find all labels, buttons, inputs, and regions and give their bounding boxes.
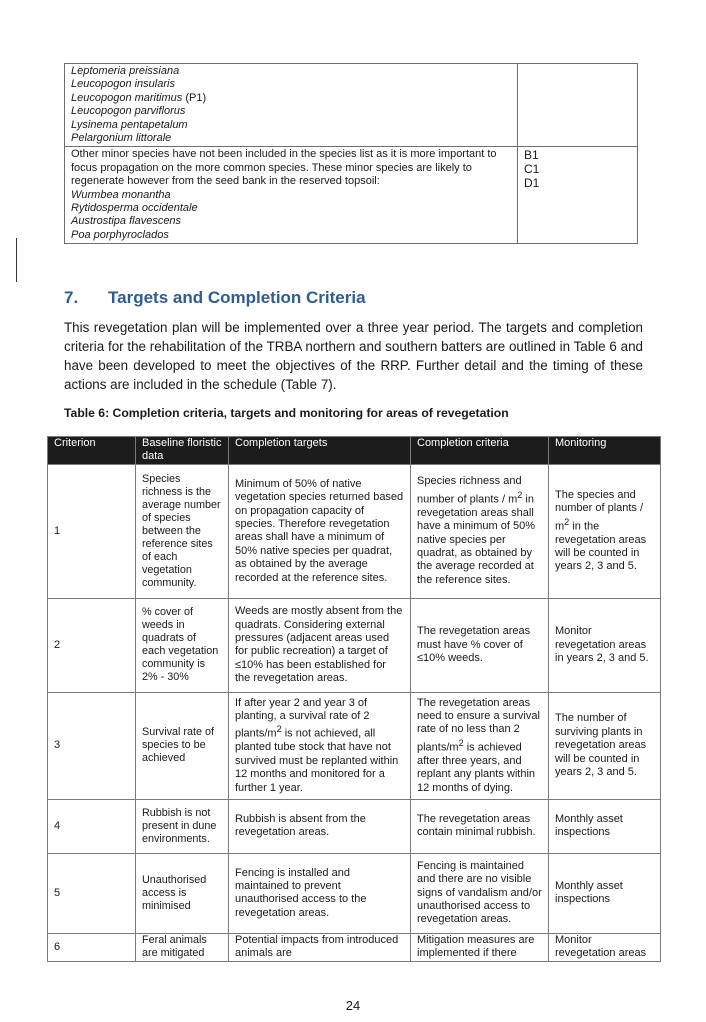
- criteria-cell: The revegetation areas need to ensure a survival rate of no less than 2 plants/$m^2$ is achieved after three years, and replant any plants within 12 months of dying.: [411, 692, 549, 799]
- species-name: Wurmbea monantha: [71, 188, 171, 201]
- baseline-cell: Survival rate of species to be achieved: [136, 692, 229, 799]
- column-header: Criterion: [48, 437, 136, 465]
- criterion-cell: 1: [48, 464, 136, 598]
- baseline-cell: Feral animals are mitigated: [136, 933, 229, 961]
- change-bar: [16, 238, 17, 282]
- monitoring-cell: The number of surviving plants in revegetation areas will be counted in years 2, 3 and 5.: [549, 692, 661, 799]
- targets-cell: Minimum of 50% of native vegetation species returned based on propagation capacity of species. Therefore revegetation areas shall have a minimum of 50% native species per quadrat, as obtained by the average recorded at the reference sites.: [229, 464, 411, 598]
- targets-cell: Weeds are mostly absent from the quadrats. Considering external pressures (adjacent areas used for public recreation) a target of ≤10% has been established for the revegetation areas.: [229, 598, 411, 692]
- code-cell: [518, 147, 638, 244]
- criterion-cell: 4: [48, 799, 136, 853]
- criteria-cell: Species richness and number of plants / $m^2$ in revegetation areas shall have a minimum of 50% native species per quadrat, as obtained by the average recorded at the reference sites.: [411, 464, 549, 598]
- targets-cell: If after year 2 and year 3 of planting, a survival rate of 2 plants/$m^2$ is not achieved, all planted tube stock that have not survived must be replanted within 12 months and monitored for a further 1 year.: [229, 692, 411, 799]
- species-name: Leucopogon maritimus (P1): [71, 91, 207, 104]
- criterion-cell: 6: [48, 933, 136, 961]
- species-name: Leptomeria preissiana: [71, 65, 180, 77]
- species-name: Leucopogon insularis: [71, 78, 175, 91]
- species-name: Rytidosperma occidentale: [71, 202, 198, 215]
- body-paragraph: This revegetation plan will be implemented over a three year period. The targets and completion criteria for the rehabilitation of the TRBA northern and southern batters are outlined in Table 6 and have been developed to meet the objectives of the RRP. Further detail and the timing of these actions are included in the schedule (Table 7).: [64, 320, 643, 392]
- section-number: 7.: [64, 288, 79, 307]
- section-title: Targets and Completion Criteria: [108, 288, 366, 307]
- column-header: Baseline floristic data: [136, 437, 229, 465]
- species-table: [64, 63, 638, 244]
- table-row: [48, 933, 661, 961]
- table-row: [65, 147, 638, 244]
- table-row: [48, 799, 661, 853]
- criterion-cell: 5: [48, 853, 136, 933]
- code-value: C1: [524, 162, 540, 177]
- code-value: D1: [524, 176, 540, 191]
- baseline-cell: Unauthorised access is minimised: [136, 853, 229, 933]
- conservation-code: (P1): [182, 91, 207, 104]
- criteria-cell: The revegetation areas contain minimal rubbish.: [411, 799, 549, 853]
- table-caption: Table 6: Completion criteria, targets and monitoring for areas of revegetation: [64, 406, 509, 420]
- species-name: Austrostipa flavescens: [71, 215, 182, 228]
- column-header: Monitoring: [549, 437, 661, 465]
- targets-cell: Potential impacts from introduced animals are: [229, 933, 411, 961]
- species-name: Leucopogon parviflorus: [71, 105, 186, 118]
- criteria-cell: The revegetation areas must have % cover of ≤10% weeds.: [411, 598, 549, 692]
- targets-cell: Fencing is installed and maintained to prevent unauthorised access to the revegetation areas.: [229, 853, 411, 933]
- targets-cell: Rubbish is absent from the revegetation areas.: [229, 799, 411, 853]
- species-list-cell: [65, 147, 518, 244]
- minor-species-note: Other minor species have not been included in the species list as it is more important to focus propagation on the more common species. These minor species are likely to regenerate however from the seed bank in the reserved topsoil:: [71, 148, 497, 188]
- species-name: Pelargonium littorale: [71, 132, 172, 145]
- monitoring-cell: Monthly asset inspections: [549, 799, 661, 853]
- baseline-cell: Rubbish is not present in dune environments.: [136, 799, 229, 853]
- table-row: [48, 464, 661, 598]
- criterion-cell: 2: [48, 598, 136, 692]
- section-heading: [64, 288, 366, 308]
- monitoring-cell: Monitor revegetation areas in years 2, 3 and 5.: [549, 598, 661, 692]
- monitoring-cell: Monthly asset inspections: [549, 853, 661, 933]
- table-row: [65, 64, 638, 147]
- code-cell: [518, 64, 638, 147]
- baseline-cell: Species richness is the average number of species between the reference sites of each vegetation community.: [136, 464, 229, 598]
- baseline-cell: % cover of weeds in quadrats of each vegetation community is 2% - 30%: [136, 598, 229, 692]
- table-header-row: [48, 437, 661, 465]
- table-row: [48, 598, 661, 692]
- completion-criteria-table: [47, 436, 661, 962]
- criteria-cell: Mitigation measures are implemented if there: [411, 933, 549, 961]
- table-row: [48, 853, 661, 933]
- species-name: Lysinema pentapetalum: [71, 118, 188, 131]
- page-number: 24: [345, 998, 361, 1013]
- column-header: Completion targets: [229, 437, 411, 465]
- species-list-cell: [65, 64, 518, 147]
- table-row: [48, 692, 661, 799]
- monitoring-cell: The species and number of plants / $m^2$ in the revegetation areas will be counted in years 2, 3 and 5.: [549, 464, 661, 598]
- monitoring-cell: Monitor revegetation areas: [549, 933, 661, 961]
- criterion-cell: 3: [48, 692, 136, 799]
- code-value: B1: [524, 148, 539, 163]
- species-name: Poa porphyroclados: [71, 228, 169, 241]
- criteria-cell: Fencing is maintained and there are no visible signs of vandalism and/or unauthorised access to revegetation areas.: [411, 853, 549, 933]
- column-header: Completion criteria: [411, 437, 549, 465]
